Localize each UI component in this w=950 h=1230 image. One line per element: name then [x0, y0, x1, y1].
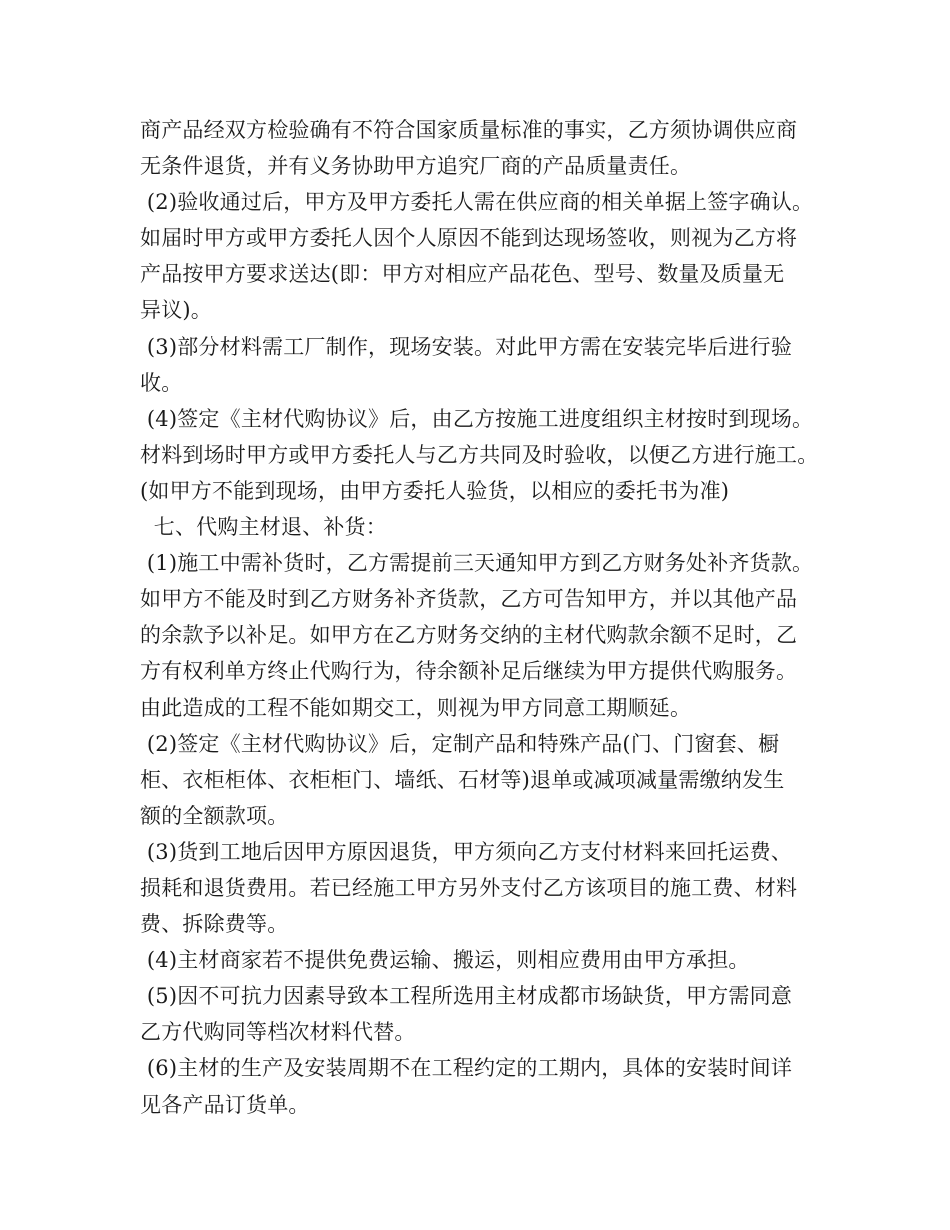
text-line: 柜、衣柜柜体、衣柜柜门、墙纸、石材等)退单或减项减量需缴纳发生 — [140, 767, 785, 792]
text-line: 如届时甲方或甲方委托人因个人原因不能到达现场签收，则视为乙方将 — [140, 226, 798, 251]
text-line: 方有权利单方终止代购行为，待余额补足后继续为甲方提供代购服务。 — [140, 659, 798, 684]
text-line: (2)验收通过后，甲方及甲方委托人需在供应商的相关单据上签字确认。 — [140, 190, 814, 215]
text-line: (3)货到工地后因甲方原因退货，甲方须向乙方支付材料来回托运费、 — [140, 839, 793, 864]
text-line: 费、拆除费等。 — [140, 912, 289, 937]
text-line: (3)部分材料需工厂制作，现场安装。对此甲方需在安装完毕后进行验 — [140, 334, 793, 359]
text-line: 见各产品订货单。 — [140, 1092, 310, 1117]
text-line: (2)签定《主材代购协议》后，定制产品和特殊产品(门、门窗套、橱 — [140, 731, 780, 756]
text-line: (4)签定《主材代购协议》后，由乙方按施工进度组织主材按时到现场。 — [140, 406, 814, 431]
section-heading: 七、代购主材退、补货： — [140, 515, 387, 540]
text-line: 材料到场时甲方或甲方委托人与乙方共同及时验收，以便乙方进行施工。 — [140, 442, 819, 467]
text-line: (4)主材商家若不提供免费运输、搬运，则相应费用由甲方承担。 — [140, 948, 750, 973]
text-line: 如甲方不能及时到乙方财务补齐货款，乙方可告知甲方，并以其他产品 — [140, 587, 798, 612]
text-line: 收。 — [140, 370, 183, 395]
text-line: 无条件退货，并有义务协助甲方追究厂商的产品质量责任。 — [140, 154, 692, 179]
text-line: 由此造成的工程不能如期交工，则视为甲方同意工期顺延。 — [140, 695, 692, 720]
text-line: 额的全额款项。 — [140, 803, 289, 828]
text-line: (1)施工中需补货时，乙方需提前三天通知甲方到乙方财务处补齐货款。 — [140, 551, 814, 576]
text-line: (如甲方不能到现场，由甲方委托人验货，以相应的委托书为准) — [140, 478, 730, 503]
document-body — [140, 112, 820, 1123]
text-line: 商产品经双方检验确有不符合国家质量标准的事实，乙方须协调供应商 — [140, 118, 798, 142]
text-line: (5)因不可抗力因素导致本工程所选用主材成都市场缺货，甲方需同意 — [140, 984, 793, 1009]
text-line: 异议)。 — [140, 298, 212, 323]
text-line: 产品按甲方要求送达(即：甲方对相应产品花色、型号、数量及质量无 — [140, 262, 785, 287]
text-line: 乙方代购同等档次材料代替。 — [140, 1020, 416, 1045]
text-line: 的余款予以补足。如甲方在乙方财务交纳的主材代购款余额不足时，乙 — [140, 623, 798, 648]
text-line: (6)主材的生产及安装周期不在工程约定的工期内，具体的安装时间详 — [140, 1056, 793, 1081]
text-line: 损耗和退货费用。若已经施工甲方另外支付乙方该项目的施工费、材料 — [140, 875, 798, 900]
